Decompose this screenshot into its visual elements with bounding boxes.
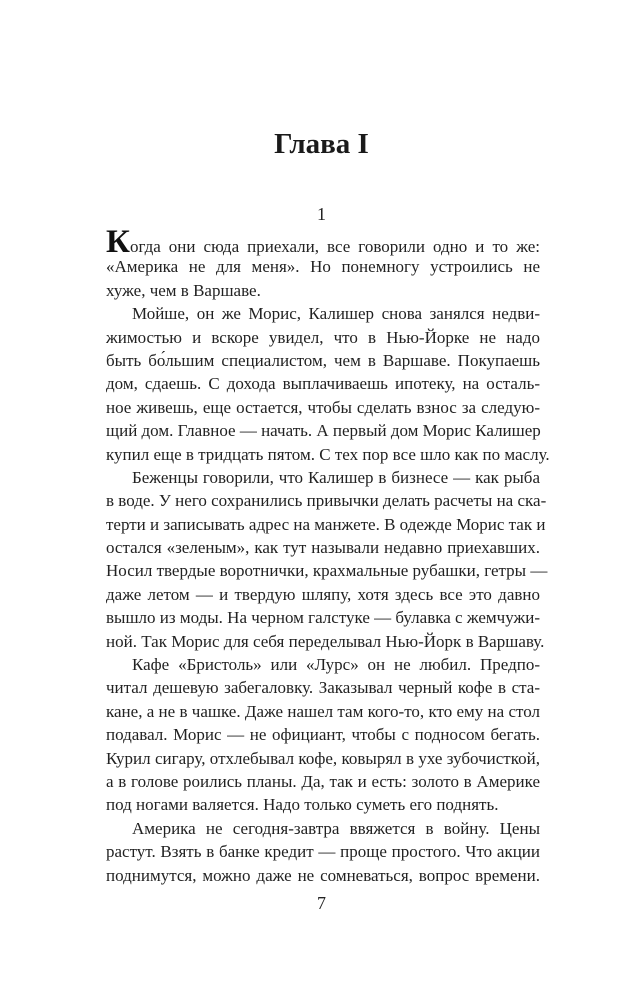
text-line [106,224,540,260]
text-line: Беженцы говорили, что Калишер в бизнесе — как рыба [132,467,540,487]
text-line: «Америка не для меня». Но понемногу устроились не [106,257,540,277]
text-line: Курил сигару, отхлебывал кофе, ковырял в ухе зубочисткой, [106,748,540,768]
text-line: Америка не сегодня-завтра ввяжется в войну. Цены [132,818,540,838]
text-line: а в голове роились планы. Да, так и есть: золото в Америке [106,771,540,791]
text-line: в воде. У него сохранились привычки делать расчеты на ска- [106,491,547,511]
paragraph [106,653,540,817]
text-line: хуже, чем в Варшаве. [106,280,261,300]
text-line: растут. Взять в банке кредит — проще простого. Что акции [106,842,540,862]
text-line: читал дешевую забегаловку. Заказывал черный кофе в ста- [106,678,540,698]
text-line: подавал. Морис — не официант, чтобы с подносом бегать. [106,725,540,745]
body-text [106,224,550,887]
text-line: терти и записывать адрес на манжете. В одежде Морис так и [106,514,546,534]
text-line: остался «зеленым», как тут называли недавно приехавших. [106,538,540,558]
paragraph [106,224,540,302]
text-line: ное живешь, еще остается, чтобы сделать взнос за следую- [106,397,540,417]
text-line: быть бо́льшим специалистом, чем в Варшаве. Покупаешь [106,350,540,370]
text-line: кане, а не в чашке. Даже нашел там кого-то, кто ему на стол [106,701,540,721]
section-number: 1 [317,204,326,224]
page-number: 7 [317,893,326,913]
text-line: вышло из моды. На черном галстуке — булавка с жемчужи- [106,608,540,628]
paragraph [106,302,550,466]
text-line: даже летом — и твердую шляпу, хотя здесь все это давно [106,584,540,604]
text-line: жимостью и вскоре увидел, что в Нью-Йорке не надо [106,327,540,347]
paragraph [106,817,540,887]
text-line: дом, сдаешь. С дохода выплачиваешь ипотеку, на осталь- [106,374,540,394]
text-line: Мойше, он же Морис, Калишер снова занялся недви- [132,304,540,324]
paragraph [106,466,548,653]
chapter-title: Глава I [274,128,369,160]
text-line: под ногами валяется. Надо только суметь его поднять. [106,795,499,815]
drop-cap: К [106,224,130,260]
text-line-content: огда они сюда приехали, все говорили одно и то же: [129,237,540,256]
text-line: ной. Так Морис для себя переделывал Нью-Йорк в Варшаву. [106,631,545,651]
text-line: поднимутся, можно даже не сомневаться, вопрос времени. [106,865,540,885]
text-line: Носил твердые воротнички, крахмальные рубашки, гетры — [106,561,548,581]
text-line: щий дом. Главное — начать. А первый дом Морис Калишер [106,421,541,441]
text-line: Кафе «Бристоль» или «Лурс» он не любил. Предпо- [132,655,540,675]
text-line: купил еще в тридцать пятом. С тех пор все шло как по маслу. [106,444,550,464]
